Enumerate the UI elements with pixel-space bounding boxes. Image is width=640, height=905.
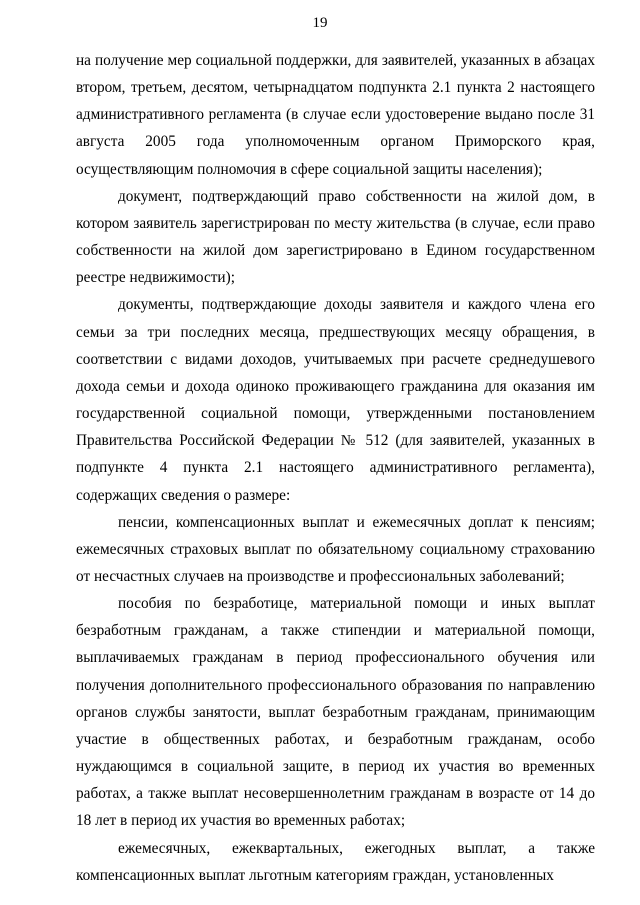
page-number: 19 — [312, 15, 328, 31]
document-body — [76, 47, 595, 889]
paragraph-ownership-document: документ, подтверждающий право собственности на жилой дом, в котором заявитель зарегистрирован по месту жительства (в случае, если право собственности на жилой дом зарегистрировано в Едином государственном реестре недвижимости); — [76, 187, 595, 287]
paragraph-periodic-payments: ежемесячных, ежеквартальных, ежегодных выплат, а также компенсационных выплат льготным категориям граждан, установленных — [76, 839, 595, 884]
paragraph-income-documents: документы, подтверждающие доходы заявителя и каждого члена его семьи за три последних месяца, предшествующих месяцу обращения, в соответствии с видами доходов, учитываемых при расчете среднедушевого дохода семьи и дохода одиноко проживающего гражданина для оказания им государственной социальной помощи, утвержденными постановлением Правительства Российской Федерации № 512 (для заявителей, указанных в подпункте 4 пункта 2.1 настоящего административного регламента), содержащих сведения о размере: — [76, 296, 595, 504]
paragraph-unemployment-benefits: пособия по безработице, материальной помощи и иных выплат безработным гражданам, а также стипендии и материальной помощи, выплачиваемых гражданам в период профессионального обучения или получения дополнительного профессионального образования по направлению органов службы занятости, выплат безработным гражданам, принимающим участие в общественных работах, и безработным гражданам, особо нуждающимся в социальной защите, в период их участия во временных работах, а также выплат несовершеннолетним гражданам в возрасте от 14 до 18 лет в период их участия во временных работах; — [76, 595, 595, 830]
paragraph-continuation: на получение мер социальной поддержки, для заявителей, указанных в абзацах втором, третьем, десятом, четырнадцатом подпункта 2.1 пункта 2 настоящего административного регламента (в случае если удостоверение выдано после 31 августа 2005 года уполномоченным органом Приморского края, осуществляющим полномочия в сфере социальной защиты населения); — [76, 52, 595, 178]
paragraph-pensions: пенсии, компенсационных выплат и ежемесячных доплат к пенсиям; ежемесячных страховых выплат по обязательному социальному страхованию от несчастных случаев на производстве и профессиональных заболеваний; — [76, 513, 595, 585]
